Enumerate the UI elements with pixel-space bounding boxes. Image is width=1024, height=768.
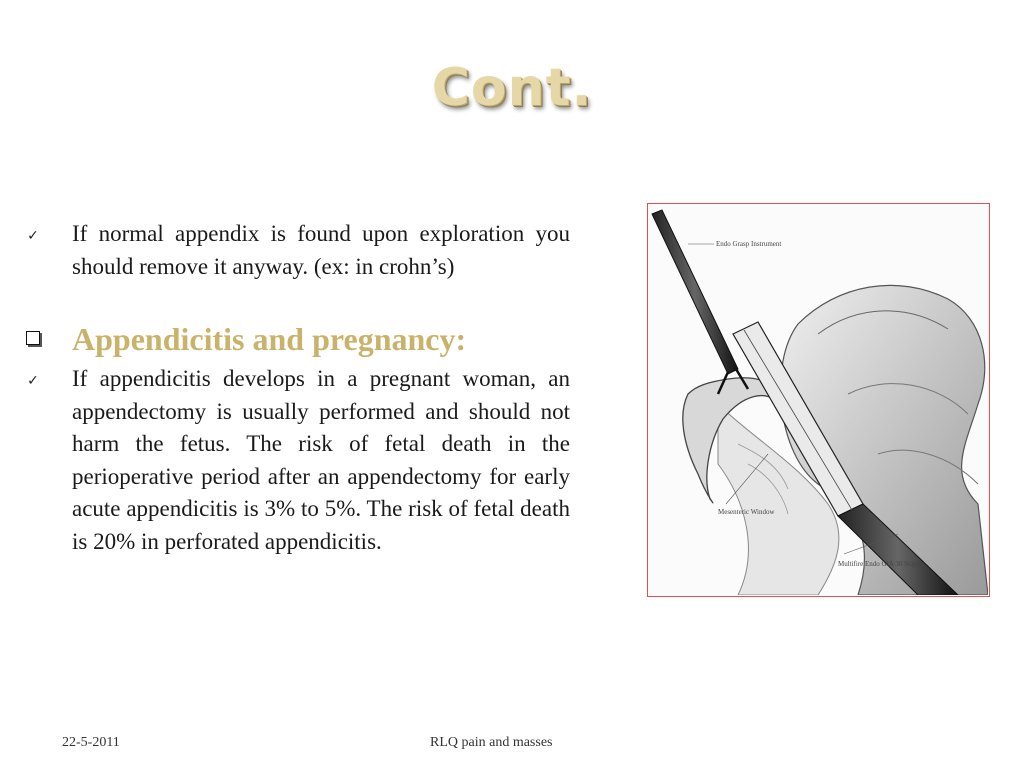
footer-date: 22-5-2011 [62, 735, 120, 750]
checkmark-icon: ✓ [27, 373, 39, 389]
laparoscopic-appendectomy-illustration [647, 203, 990, 597]
bullet-item [22, 218, 570, 283]
bullet-text: If appendicitis develops in a pregnant woman, an appendectomy is usually performed and should not harm the fetus. The risk of fetal death in the perioperative period after an appendectomy for early acute appendicitis is 3% to 5%. The risk of fetal death is 20% in perforated appendicitis. [72, 366, 570, 554]
slide-body [22, 218, 570, 558]
figure-label-window: Mesenteric Window [718, 508, 775, 516]
figure-label-instrument: Endo Grasp Instrument [716, 240, 782, 248]
bullet-item [22, 363, 570, 558]
section-heading: Appendicitis and pregnancy: [72, 321, 467, 357]
square-bullet-icon [26, 331, 40, 345]
checkmark-icon: ✓ [27, 228, 39, 244]
bullet-text: If normal appendix is found upon exploration you should remove it anyway. (ex: in crohn’s) [72, 221, 570, 279]
section-heading-row [22, 319, 570, 359]
slide-title: Cont. [431, 58, 593, 118]
figure-label-stapler: Multifire Endo GIA 30 Stapler [838, 560, 924, 568]
footer-title: RLQ pain and masses [430, 735, 553, 750]
grasp-instrument [652, 210, 738, 374]
illustration-drawing [648, 204, 988, 595]
